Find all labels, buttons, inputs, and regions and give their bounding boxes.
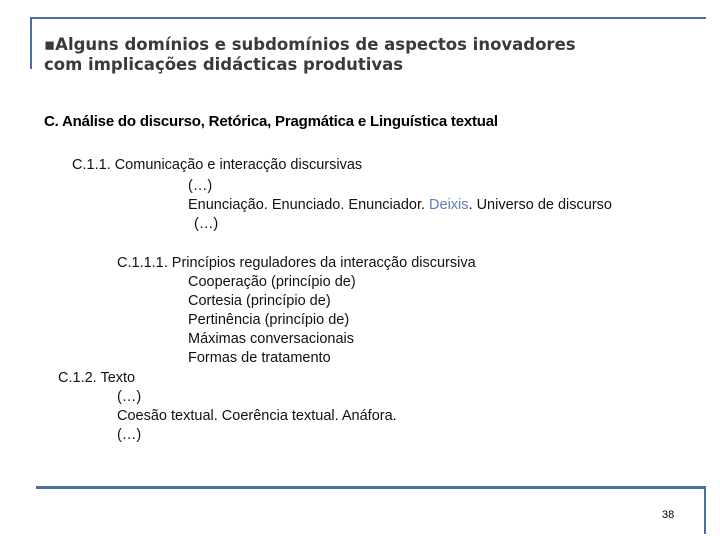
s2-ellipsis-1: (…) (117, 389, 142, 405)
s1-ellipsis-2: (…) (194, 216, 219, 232)
s2-items: Coesão textual. Coerência textual. Anáfora. (117, 408, 397, 424)
s11-item: Formas de tratamento (188, 350, 331, 366)
s1-ellipsis-1: (…) (188, 178, 213, 194)
s1-items (188, 197, 612, 214)
page-number: 38 (662, 509, 675, 521)
s11-item: Máximas conversacionais (188, 331, 355, 347)
s11-item: Cortesia (princípio de) (188, 293, 331, 309)
s11-heading: C.1.1.1. Princípios reguladores da interacção discursiva (117, 255, 476, 271)
slide-title-line1: ▪Alguns domínios e subdomínios de aspectos inovadores (44, 35, 576, 54)
s2-ellipsis-2: (…) (117, 427, 142, 443)
s1-items-deixis: Deixis (429, 197, 469, 213)
s1-items-a: Enunciação. Enunciado. Enunciador. (188, 197, 430, 213)
slide-title-line2: com implicações didácticas produtivas (44, 55, 404, 74)
s11-item: Cooperação (princípio de) (188, 274, 356, 290)
s11-item: Pertinência (princípio de) (188, 312, 350, 328)
slide-title (44, 35, 684, 75)
section-heading: C. Análise do discurso, Retórica, Pragmática e Linguística textual (44, 113, 498, 130)
s1-heading: C.1.1. Comunicação e interacção discursivas (72, 157, 363, 173)
frame-bottom-line (36, 486, 706, 489)
frame-left-line (30, 17, 32, 69)
frame-top-line (30, 17, 706, 19)
frame-right-line (704, 486, 706, 534)
s1-items-c: . Universo de discurso (468, 197, 612, 213)
s2-heading: C.1.2. Texto (58, 370, 136, 386)
